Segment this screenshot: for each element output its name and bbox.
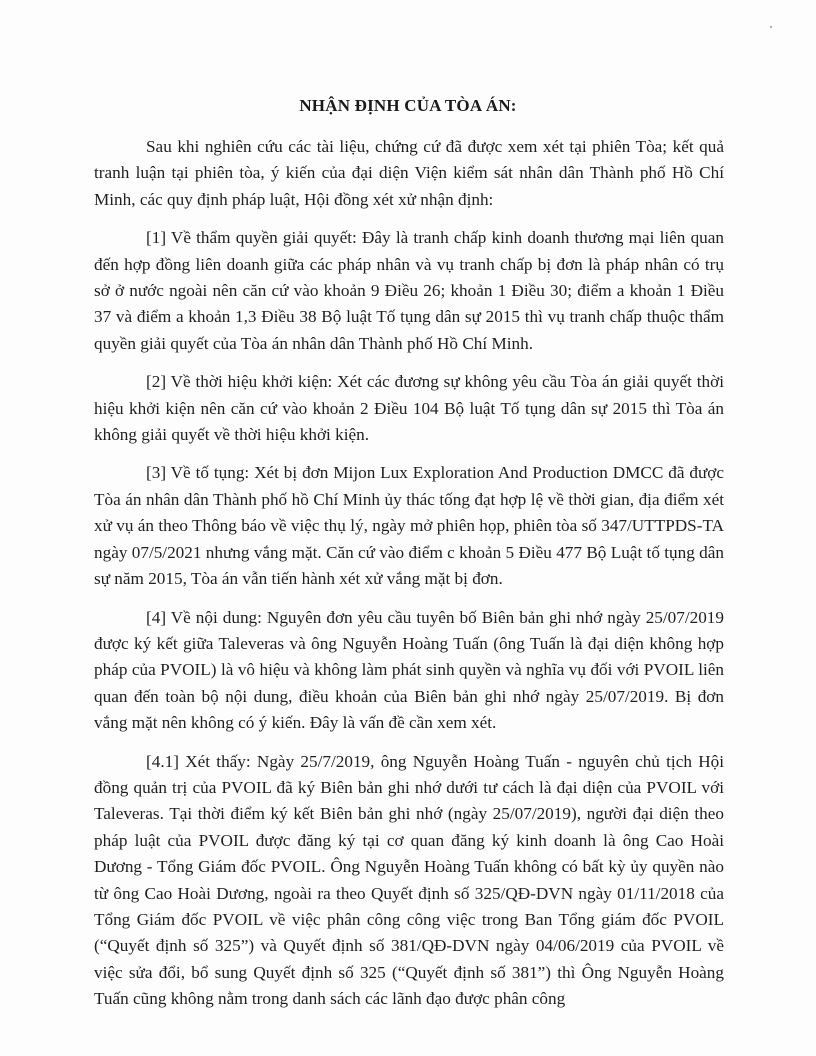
paragraph-statute-of-limitations: [2] Về thời hiệu khởi kiện: Xét các đương sự không yêu cầu Tòa án giải quyết thời hiệu khởi kiện nên căn cứ vào khoản 2 Điều 104 Bộ luật Tố tụng dân sự 2015 thì Tòa án không giải quyết về thời hiệu khởi kiện. <box>94 372 724 445</box>
paragraph-procedure: [3] Về tố tụng: Xét bị đơn Mijon Lux Exploration And Production DMCC đã được Tòa án nhân dân Thành phố hồ Chí Minh ủy thác tống đạt hợp lệ về thời gian, địa điểm xét xử vụ án theo Thông báo về việc thụ lý, ngày mở phiên họp, phiên tòa số 347/UTTPDS-TA ngày 07/5/2021 nhưng vắng mặt. Căn cứ vào điểm c khoản 5 Điều 477 Bộ Luật tố tụng dân sự năm 2015, Tòa án vẫn tiến hành xét xử vắng mặt bị đơn. <box>94 463 724 589</box>
scan-speck <box>770 26 772 28</box>
paragraph-intro: Sau khi nghiên cứu các tài liệu, chứng cứ đã được xem xét tại phiên Tòa; kết quả tranh luận tại phiên tòa, ý kiến của đại diện Viện kiểm sát nhân dân Thành phố Hồ Chí Minh, các quy định pháp luật, Hội đồng xét xử nhận định: <box>94 137 724 209</box>
paragraph-jurisdiction: [1] Về thẩm quyền giải quyết: Đây là tranh chấp kinh doanh thương mại liên quan đến hợp đồng liên doanh giữa các pháp nhân và vụ tranh chấp bị đơn là pháp nhân có trụ sở ở nước ngoài nên căn cứ vào khoản 9 Điều 26; khoản 1 Điều 30; điểm a khoản 1 Điều 37 và điểm a khoản 1,3 Điều 38 Bộ luật Tố tụng dân sự 2015 thì vụ tranh chấp thuộc thẩm quyền giải quyết của Tòa án nhân dân Thành phố Hồ Chí Minh. <box>94 228 724 353</box>
paragraph-finding-4-1: [4.1] Xét thấy: Ngày 25/7/2019, ông Nguyễn Hoàng Tuấn - nguyên chủ tịch Hội đồng quản trị của PVOIL đã ký Biên bản ghi nhớ dưới tư cách là đại diện của PVOIL với Taleveras. Tại thời điểm ký kết Biên bản ghi nhớ (ngày 25/07/2019), người đại diện theo pháp luật của PVOIL được đăng ký tại cơ quan đăng ký kinh doanh là ông Cao Hoài Dương - Tổng Giám đốc PVOIL. Ông Nguyễn Hoàng Tuấn không có bất kỳ ủy quyền nào từ ông Cao Hoài Dương, ngoài ra theo Quyết định số 325/QĐ-DVN ngày 01/11/2018 của Tổng Giám đốc PVOIL về việc phân công công việc trong Ban Tổng giám đốc PVOIL (“Quyết định số 325”) và Quyết định số 381/QĐ-DVN ngày 04/06/2019 của PVOIL về việc sửa đổi, bổ sung Quyết định số 325 (“Quyết định số 381”) thì Ông Nguyễn Hoàng Tuấn cũng không nằm trong danh sách các lãnh đạo được phân công <box>94 751 724 1009</box>
paragraph-content: [4] Về nội dung: Nguyên đơn yêu cầu tuyên bố Biên bản ghi nhớ ngày 25/07/2019 được ký kết giữa Taleveras và ông Nguyễn Hoàng Tuấn (ông Tuấn là đại diện không hợp pháp của PVOIL) là vô hiệu và không làm phát sinh quyền và nghĩa vụ đối với PVOIL liên quan đến toàn bộ nội dung, điều khoản của Biên bản ghi nhớ ngày 25/07/2019. Bị đơn vắng mặt nên không có ý kiến. Đây là vấn đề cần xem xét. <box>94 607 724 733</box>
section-heading: NHẬN ĐỊNH CỦA TÒA ÁN: <box>299 96 517 115</box>
document-body <box>94 134 724 1013</box>
